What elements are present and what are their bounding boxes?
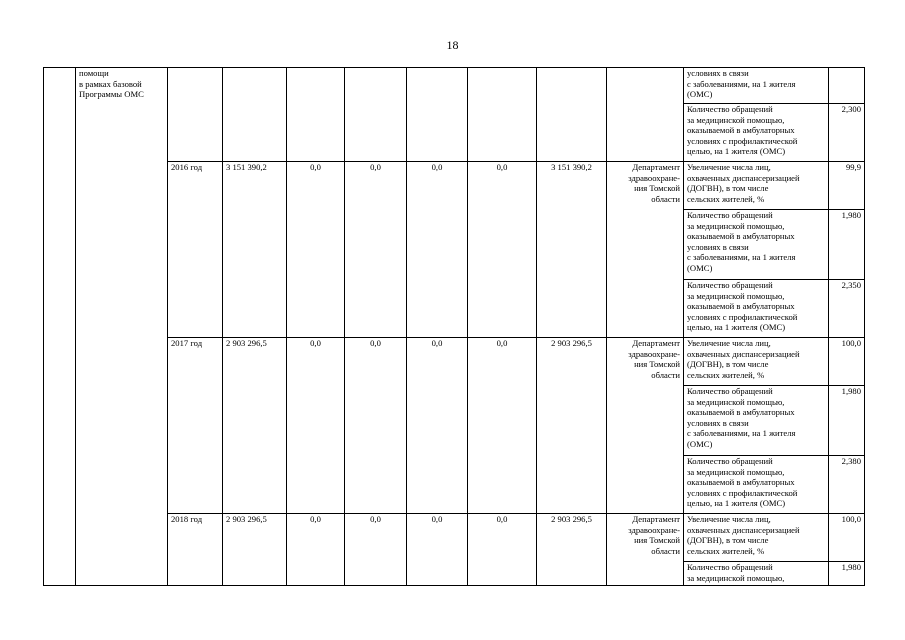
indicator-value: 1,980 — [829, 562, 865, 586]
indicator-value: 2,380 — [829, 456, 865, 514]
amount-cell: 0,0 — [287, 162, 345, 338]
program-table — [43, 67, 865, 586]
indicator-text: Количество обращений за медицинской помощью, — [684, 562, 829, 586]
amount-cell — [468, 68, 537, 162]
indicator-text: Количество обращений за медицинской помощью, оказываемой в амбулаторных условиях с профилактической целью, на 1 жителя (ОМС) — [684, 104, 829, 162]
amount-cell: 2 903 296,5 — [537, 514, 607, 586]
amount-cell: 0,0 — [287, 338, 345, 514]
indicator-value: 2,350 — [829, 280, 865, 338]
indicator-value: 100,0 — [829, 514, 865, 562]
department-cell — [607, 68, 684, 162]
indicator-text: условиях в связи с заболеваниями, на 1 жителя (ОМС) — [684, 68, 829, 104]
total-cell: 2 903 296,5 — [223, 338, 287, 514]
indicator-value: 1,980 — [829, 210, 865, 280]
page-number: 18 — [446, 38, 459, 52]
number-cell — [44, 68, 76, 586]
indicator-text: Увеличение числа лиц, охваченных диспансеризацией (ДОГВН), в том числе сельских жителей, % — [684, 514, 829, 562]
amount-cell — [537, 68, 607, 162]
total-cell: 3 151 390,2 — [223, 162, 287, 338]
amount-cell: 0,0 — [468, 338, 537, 514]
year-cell — [168, 68, 223, 162]
program-name-cell: помощи в рамках базовой Программы ОМС — [76, 68, 168, 586]
amount-cell: 0,0 — [468, 514, 537, 586]
amount-cell: 0,0 — [345, 338, 407, 514]
amount-cell: 0,0 — [407, 338, 468, 514]
total-cell: 2 903 296,5 — [223, 514, 287, 586]
year-cell: 2017 год — [168, 338, 223, 514]
amount-cell: 0,0 — [345, 514, 407, 586]
indicator-text: Количество обращений за медицинской помощью, оказываемой в амбулаторных условиях с профилактической целью, на 1 жителя (ОМС) — [684, 456, 829, 514]
indicator-value: 1,980 — [829, 386, 865, 456]
indicator-value — [829, 68, 865, 104]
table-row-year — [44, 514, 865, 562]
department-cell: Департамент здравоохране- ния Томской области — [607, 514, 684, 586]
table-row-year — [44, 162, 865, 210]
year-cell: 2016 год — [168, 162, 223, 338]
indicator-text: Количество обращений за медицинской помощью, оказываемой в амбулаторных условиях в связи с заболеваниями, на 1 жителя (ОМС) — [684, 210, 829, 280]
indicator-text: Количество обращений за медицинской помощью, оказываемой в амбулаторных условиях в связи с заболеваниями, на 1 жителя (ОМС) — [684, 386, 829, 456]
amount-cell: 0,0 — [407, 162, 468, 338]
amount-cell: 0,0 — [407, 514, 468, 586]
amount-cell: 3 151 390,2 — [537, 162, 607, 338]
amount-cell: 2 903 296,5 — [537, 338, 607, 514]
indicator-value: 100,0 — [829, 338, 865, 386]
table-row — [44, 68, 865, 104]
indicator-value: 99,9 — [829, 162, 865, 210]
table-row-year — [44, 338, 865, 386]
department-cell: Департамент здравоохране- ния Томской области — [607, 338, 684, 514]
indicator-text: Количество обращений за медицинской помощью, оказываемой в амбулаторных условиях с профилактической целью, на 1 жителя (ОМС) — [684, 280, 829, 338]
amount-cell: 0,0 — [345, 162, 407, 338]
amount-cell — [287, 68, 345, 162]
amount-cell — [407, 68, 468, 162]
amount-cell — [345, 68, 407, 162]
indicator-text: Увеличение числа лиц, охваченных диспансеризацией (ДОГВН), в том числе сельских жителей, % — [684, 162, 829, 210]
indicator-value: 2,300 — [829, 104, 865, 162]
indicator-text: Увеличение числа лиц, охваченных диспансеризацией (ДОГВН), в том числе сельских жителей, % — [684, 338, 829, 386]
total-cell — [223, 68, 287, 162]
amount-cell: 0,0 — [287, 514, 345, 586]
department-cell: Департамент здравоохране- ния Томской области — [607, 162, 684, 338]
year-cell: 2018 год — [168, 514, 223, 586]
amount-cell: 0,0 — [468, 162, 537, 338]
